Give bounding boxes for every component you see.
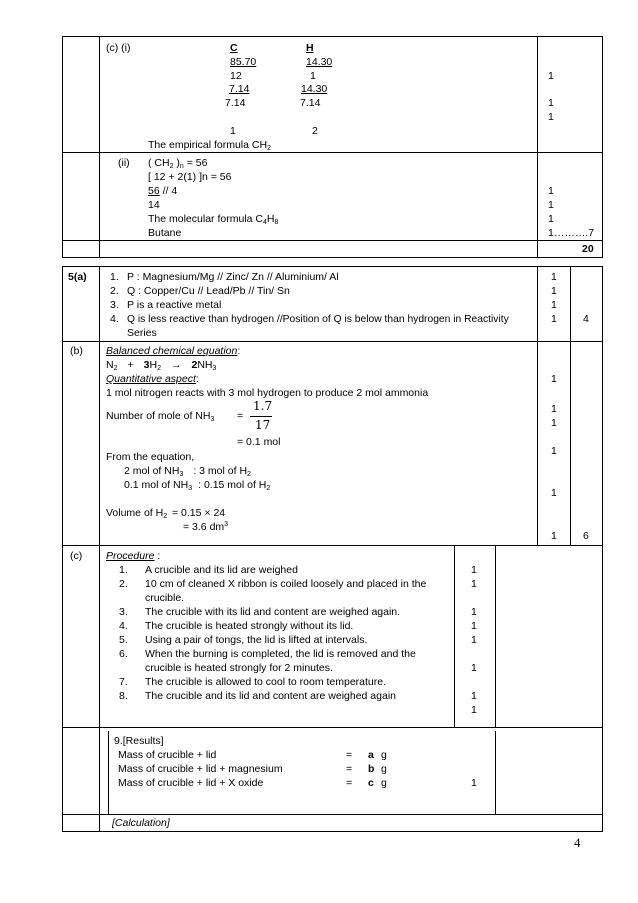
- list-item: Q is less reactive than hydrogen //Position of Q is below than hydrogen in Reactivity: [127, 314, 509, 325]
- molecular-formula: The molecular formula $C_4H_8$: [148, 213, 279, 226]
- item-number: 2.: [110, 285, 119, 297]
- step-text: The crucible and its lid and content are weighed again: [145, 690, 396, 702]
- results-heading: 9.[Results]: [114, 735, 164, 747]
- mass-carbon: 85.70: [230, 56, 257, 68]
- result-variable: c: [368, 777, 374, 789]
- mark: 1: [548, 199, 554, 211]
- mark: 1: [548, 111, 554, 123]
- mark: 1: [551, 285, 557, 297]
- part-label-c-i: (c) (i): [106, 42, 131, 54]
- mark: 1: [551, 445, 557, 457]
- step-text: A crucible and its lid are weighed: [145, 564, 298, 576]
- list-item: P : Magnesium/Mg // Zinc/ Zn // Aluminium/ Al: [127, 271, 339, 283]
- mark: 1: [471, 564, 477, 576]
- mark: 1: [551, 313, 557, 325]
- mark: 1: [471, 620, 477, 632]
- mark: 1: [548, 185, 554, 197]
- mark: 1: [471, 662, 477, 674]
- div-hydrogen: 7.14: [300, 97, 321, 109]
- volume-result: = 3.6 $dm^3$: [183, 521, 229, 533]
- list-item: P is a reactive metal: [127, 299, 222, 311]
- total-marks: 20: [582, 243, 594, 255]
- list-item: Q : Copper/Cu // Lead/Pb // Tin/ Sn: [127, 285, 290, 297]
- step-number: 5.: [119, 634, 128, 646]
- mark: 1: [551, 271, 557, 283]
- result-equals: =: [346, 763, 353, 775]
- result-label: Mass of crucible + lid + X oxide: [118, 777, 264, 789]
- ratio-line-1: 2 mol of $NH_3$ : 3 mol of $H_2$: [124, 465, 251, 478]
- part-label-c-ii: (ii): [118, 157, 130, 169]
- step-text-continued: crucible.: [145, 592, 185, 604]
- step-number: 6.: [119, 648, 128, 660]
- total-marks: 6: [583, 530, 589, 542]
- result-equals: =: [346, 777, 353, 789]
- result-variable: a: [368, 749, 374, 761]
- volume-calculation: = 0.15 × 24: [172, 507, 226, 519]
- empirical-formula: The empirical formula $CH_2$: [148, 139, 271, 152]
- ii-line-3: 56 // 4: [148, 185, 178, 197]
- chemical-equation: $N_2 + 3H_2 \to 2NH_3$: [106, 359, 217, 372]
- mark: 1: [548, 213, 554, 225]
- step-number: 3.: [119, 606, 128, 618]
- mark: 1: [471, 777, 477, 789]
- result-label: Mass of crucible + lid + magnesium: [118, 763, 283, 775]
- step-text: The crucible with its lid and content are weighed again.: [145, 606, 401, 618]
- column-header-carbon: C: [230, 42, 238, 54]
- step-text: The crucible is allowed to cool to room temperature.: [145, 676, 387, 688]
- step-number: 4.: [119, 620, 128, 632]
- question-label-5b: (b): [70, 345, 83, 357]
- step-text: Using a pair of tongs, the lid is lifted at intervals.: [145, 634, 368, 646]
- mole-result: = 0.1 mol: [237, 436, 281, 448]
- ii-line-2: [ 12 + 2(1) ]n = 56: [148, 171, 232, 183]
- mass-hydrogen: 14.30: [306, 56, 333, 68]
- heading-procedure: Procedure :: [106, 550, 161, 562]
- item-number: 1.: [110, 271, 119, 283]
- ar-hydrogen: 1: [310, 70, 316, 82]
- item-number: 4.: [110, 313, 119, 325]
- mark: 1: [471, 690, 477, 702]
- mole-label: Number of mole of $NH_3$: [106, 410, 215, 423]
- mark: 1: [551, 403, 557, 415]
- page-number: 4: [574, 835, 581, 850]
- ratio-line-2: 0.1 mol of $NH_3$ : 0.15 mol of $H_2$: [124, 479, 271, 492]
- step-number: 2.: [119, 578, 128, 590]
- step-number: 8.: [119, 690, 128, 702]
- step-text: When the burning is completed, the lid is removed and the: [145, 648, 416, 660]
- compound-name: Butane: [148, 227, 182, 239]
- mark: 1: [551, 530, 557, 542]
- mark-total-line: 1……….7: [548, 227, 595, 239]
- fraction-denominator: 17: [255, 418, 271, 432]
- mark: 1: [551, 417, 557, 429]
- mark: 1: [551, 373, 557, 385]
- question-label-5a: 5(a): [68, 271, 87, 283]
- step-number: 7.: [119, 676, 128, 688]
- question-label-5c: (c): [70, 550, 83, 562]
- ii-line-4: 14: [148, 199, 160, 211]
- step-text: The crucible is heated strongly without its lid.: [145, 620, 354, 632]
- fraction-numerator: 1.7: [253, 399, 273, 413]
- step-text-continued: crucible is heated strongly for 2 minutes.: [145, 662, 333, 674]
- aspect-statement: 1 mol nitrogen reacts with 3 mol hydrogen to produce 2 mol ammonia: [106, 387, 429, 399]
- heading-quantitative-aspect: Quantitative aspect:: [106, 373, 199, 385]
- mark: 1: [471, 606, 477, 618]
- column-header-hydrogen: H: [306, 42, 314, 54]
- step-text: 10 cm of cleaned X ribbon is coiled loosely and placed in the: [145, 578, 427, 590]
- result-label: Mass of crucible + lid: [118, 749, 217, 761]
- ratio-carbon: 1: [230, 125, 236, 137]
- fraction-bar: [250, 416, 272, 417]
- div-carbon: 7.14: [225, 97, 246, 109]
- result-variable: b: [368, 763, 375, 775]
- result-equals: =: [346, 749, 353, 761]
- from-equation: From the equation,: [106, 451, 195, 463]
- ii-line-1: ( $CH_2$ )$_n = 56$: [148, 157, 208, 170]
- mark: 1: [548, 97, 554, 109]
- result-unit: g: [381, 763, 387, 775]
- mark: 1: [471, 634, 477, 646]
- mark: 1: [548, 70, 554, 82]
- result-unit: g: [381, 777, 387, 789]
- mark: 1: [471, 578, 477, 590]
- mark: 1: [551, 299, 557, 311]
- mol-carbon: 7.14: [229, 83, 250, 95]
- calculation-heading: [Calculation]: [112, 817, 170, 829]
- item-number: 3.: [110, 299, 119, 311]
- step-number: 1.: [119, 564, 128, 576]
- mark: 1: [551, 487, 557, 499]
- total-marks: 4: [583, 313, 589, 325]
- volume-label: Volume of $H_2$: [106, 507, 168, 520]
- result-unit: g: [381, 749, 387, 761]
- ar-carbon: 12: [230, 70, 242, 82]
- equals-sign: =: [237, 410, 244, 422]
- list-item-continued: Series: [127, 327, 157, 339]
- ratio-hydrogen: 2: [312, 125, 318, 137]
- mark: 1: [471, 704, 477, 716]
- heading-balanced-equation: Balanced chemical equation:: [106, 345, 241, 357]
- mol-hydrogen: 14.30: [301, 83, 328, 95]
